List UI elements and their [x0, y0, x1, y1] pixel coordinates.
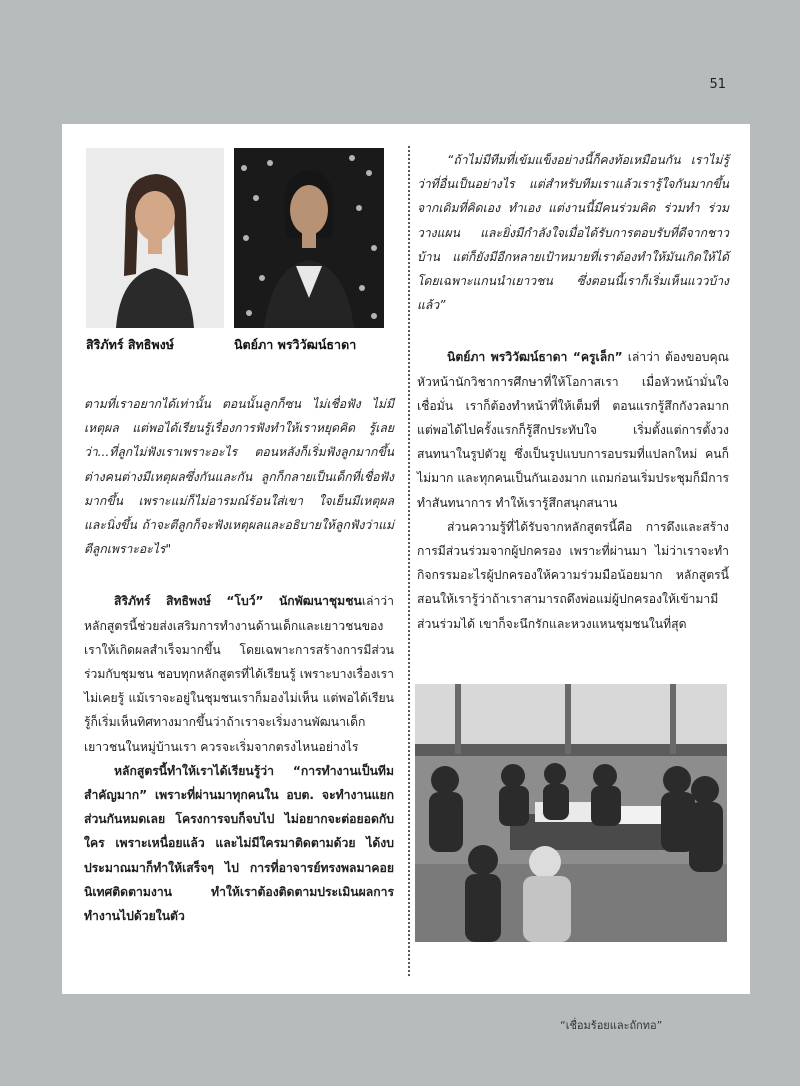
siriphat-intro	[84, 589, 394, 758]
nitpha-intro	[417, 345, 729, 514]
portrait-photo-nitpha	[234, 148, 384, 328]
article-card	[62, 124, 750, 994]
nitpha-name: นิตย์ภา พรวิวัฒน์ธาดา “ครูเล็ก”	[447, 350, 623, 365]
left-para3: หลักสูตรนี้ทำให้เราได้เรียนรู้ว่า “การทำงานเป็นทีมสำคัญมาก” เพราะที่ผ่านมาทุกคนใน อบต. จะทำงานแยกส่วนกันหมดเลย โครงการจบก็จบไป ไม่อยากจะต่อยอดกับใคร เพราะเหนื่อยแล้ว และไม่มีใครมาติดตามด้วย ได้งบประมาณมาก็ทำให้เสร็จๆ ไป การที่อาจารย์ทรงพลมาคอยนิเทศติดตามงาน ทำให้เราต้องติดตามประเมินผลการทำงานไปด้วยในตัว	[84, 763, 394, 924]
page-number: 51	[709, 77, 726, 92]
footer-title: “เชื่อมร้อยและถักทอ”	[560, 1019, 663, 1032]
portrait-photo-siriphat	[86, 148, 224, 328]
right-para3: ส่วนความรู้ที่ได้รับจากหลักสูตรนี้คือ การดึงและสร้างการมีส่วนร่วมจากผู้ปกครอง เพราะที่ผ่านมา ไม่ว่าเราจะทำกิจกรรมอะไรผู้ปกครองให้ความร่วมมือน้อยมาก หลักสูตรนี้สอนให้เรารู้ว่าถ้าเราสามารถดึงพ่อแม่ผู้ปกครองให้เข้ามามีส่วนร่วมได้ เขาก็จะนึกรักและหวงแหนชุมชนในที่สุด	[417, 519, 729, 631]
siriphat-name: สิริภัทร์ สิทธิพงษ์ “โบว์” นักพัฒนาชุมชน	[114, 594, 362, 609]
caption-nitpha: นิตย์ภา พรวิวัฒน์ธาดา	[234, 337, 357, 352]
siriphat-text: เล่าว่า หลักสูตรนี้ช่วยส่งเสริมการทำงานด้านเด็กและเยาวชนของเราให้เกิดผลสำเร็จมากขึ้น โดยเฉพาะการสร้างการมีส่วนร่วมกับชุมชน ชอบทุกหลักสูตรที่ได้เรียนรู้ เพราะบางเรื่องเราไม่เคยรู้ แม้เราจะอยู่ในชุมชนเราก็มองไม่เห็น แต่พอได้เรียนรู้ก็เริ่มเห็นทิศทางมากขึ้นว่าถ้าเราจะเริ่มงานพัฒนาเด็กเยาวชนในหมู่บ้านเรา ควรจะเริ่มจากตรงไหนอย่างไร	[84, 594, 394, 754]
left-quote: ตามที่เราอยากได้เท่านั้น ตอนนั้นลูกก็ซน ไม่เชื่อฟัง ไม่มีเหตุผล แต่พอได้เรียนรู้เรื่องการฟังทำให้เราหยุดคิด รู้เลยว่า...ที่ลูกไม่ฟังเราเพราะอะไร ตอนหลังก็เริ่มฟังลูกมากขึ้น ต่างคนต่างมีเหตุผลซึ่งกันและกัน ลูกก็กลายเป็นเด็กที่เชื่อฟังมากขึ้น เพราะแม่ก็ไม่อารมณ์ร้อนใส่เขา ใจเย็นมีเหตุผล และนิ่งขึ้น ถ้าจะตีลูกก็จะฟังเหตุผลและอธิบายให้ลูกฟังว่าแม่ตีลูกเพราะอะไร"	[84, 397, 394, 557]
right-quote: “ถ้าไม่มีทีมที่เข้มแข็งอย่างนี้ก็คงท้อเหมือนกัน เราไม่รู้ว่าที่อื่นเป็นอย่างไร แต่สำหรับทีมเราแล้วเรารู้ใจกันมากขึ้น จากเดิมที่คิดเอง ทำเอง แต่งานนี้มีคนร่วมคิด ร่วมทำ ร่วมวางแผน และยิ่งมีกำลังใจเมื่อได้รับการตอบรับที่ดีจากชาวบ้าน แต่ก็ยังมีอีกหลายเป้าหมายที่เราต้องทำให้มันเกิดให้ได้ โดยเฉพาะแกนนำเยาวชน ซึ่งตอนนี้เราก็เริ่มเห็นแววบ้างแล้ว”	[417, 153, 729, 313]
group-activity-photo	[415, 684, 727, 942]
left-column	[84, 392, 394, 928]
caption-siriphat: สิริภัทร์ สิทธิพงษ์	[86, 337, 174, 352]
right-column	[417, 148, 729, 636]
column-divider	[408, 146, 410, 976]
nitpha-text: เล่าว่า ต้องขอบคุณหัวหน้านักวิชาการศึกษาที่ให้โอกาสเรา เมื่อหัวหน้ามั่นใจ เชื่อมั่น เราก็ต้องทำหน้าที่ให้เต็มที่ ตอนแรกรู้สึกกังวลมาก แต่พอได้ไปครั้งแรกก็รู้สึกประทับใจ เริ่มตั้งแต่การตั้งวงสนทนาในรูปตัวยู ซึ่งเป็นรูปแบบการอบรมที่แปลกใหม่ คนก็ไม่มาก และทุกคนเป็นกันเองมาก แถมก่อนเริ่มประชุมก็มีการทำสันทนาการ ทำให้เรารู้สึกสนุกสนาน	[417, 350, 729, 510]
